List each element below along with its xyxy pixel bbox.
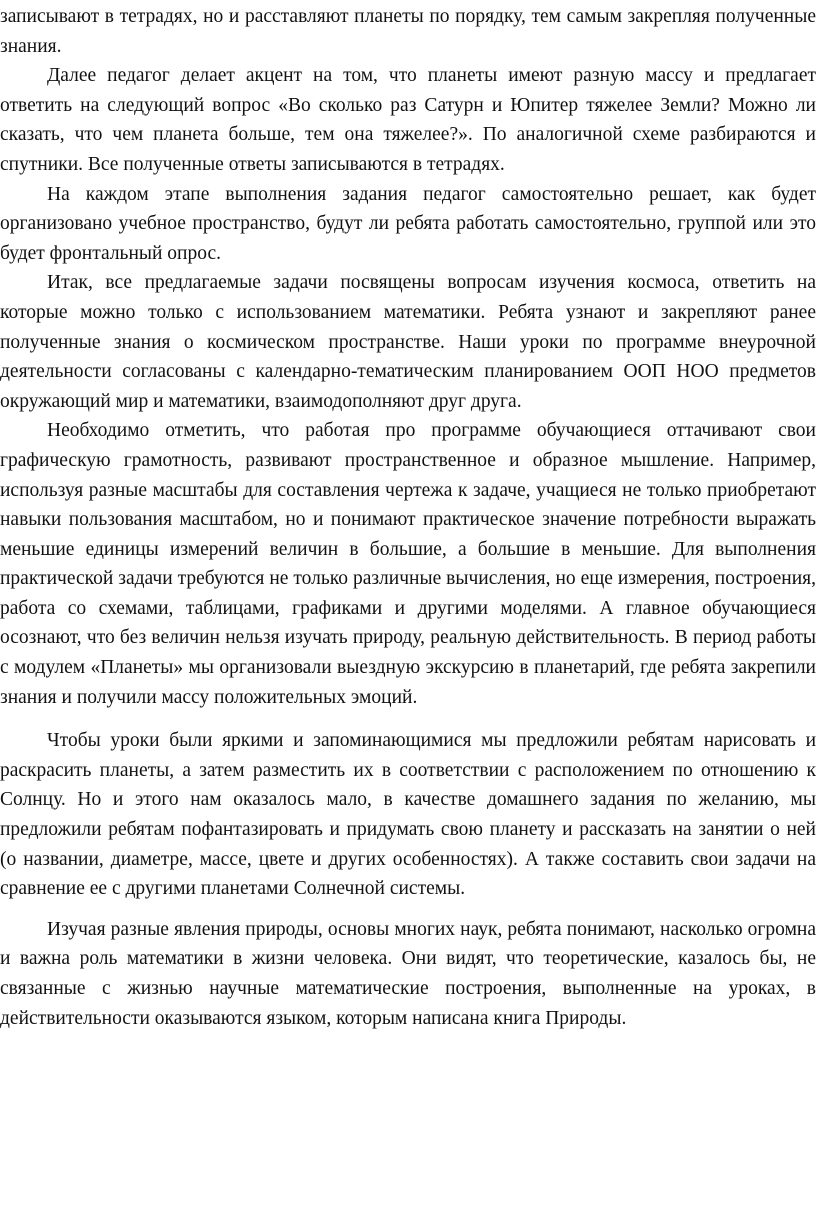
paragraph-learning-space: На каждом этапе выполнения задания педагог самостоятельно решает, как будет организовано учебное пространство, будут ли ребята работать самостоятельно, группой или это будет фронтальный опрос. bbox=[0, 183, 816, 264]
paragraph-planet-mass: Далее педагог делает акцент на том, что планеты имеют разную массу и предлагает ответить на следующий вопрос «Во сколько раз Сатурн и Юпитер тяжелее Земли? Можно ли сказать, что чем планета больше, тем она тяжелее?». По аналогичной схеме разбираются и спутники. Все полученные ответы записываются в тетрадях. bbox=[0, 65, 816, 175]
paragraph-graphic-literacy: Необходимо отметить, что работая про программе обучающиеся оттачивают свои графическую грамотность, развивают пространственное и образное мышление. Например, используя разные масштабы для составления чертежа к задаче, учащиеся не только приобретают навыки пользования масштабом, но и понимают практическое значение потребности выражать меньшие единицы измерений величин в большие, а большие в меньшие. Для выполнения практической задачи требуются не только различные вычисления, но еще измерения, построения, работа со схемами, таблицами, графиками и другими моделями. А главное обучающиеся осознают, что без величин нельзя изучать природу, реальную действительность. В период работы с модулем «Планеты» мы организовали выездную экскурсию в планетарий, где ребята закрепили знания и получили массу положительных эмоций. bbox=[0, 420, 816, 708]
paragraph-continuation: записывают в тетрадях, но и расставляют планеты по порядку, тем самым закрепляя полученные знания. bbox=[0, 6, 816, 57]
paragraph-space-tasks: Итак, все предлагаемые задачи посвящены вопросам изучения космоса, ответить на которые можно только с использованием математики. Ребята узнают и закрепляют ранее полученные знания о космическом пространстве. Наши уроки по программе внеурочной деятельности согласованы с календарно-тематическим планированием ООП НОО предметов окружающий мир и математики, взаимодополняют друг друга. bbox=[0, 272, 816, 412]
paragraph-role-of-math: Изучая разные явления природы, основы многих наук, ребята понимают, насколько огромна и важна роль математики в жизни человека. Они видят, что теоретические, казалось бы, не связанные с жизнью научные математические построения, выполненные на уроках, в действительности оказываются языком, которым написана книга Природы. bbox=[0, 918, 816, 1029]
paragraph-draw-planets: Чтобы уроки были яркими и запоминающимися мы предложили ребятам нарисовать и раскрасить планеты, а затем разместить их в соответствии с расположением по отношению к Солнцу. Но и этого нам оказалось мало, в качестве домашнего задания по желанию, мы предложили ребятам пофантазировать и придумать свою планету и рассказать на занятии о ней (о названии, диаметре, массе, цвете и других особенностях). А также составить свои задачи на сравнение ее с другими планетами Солнечной системы. bbox=[0, 730, 816, 900]
